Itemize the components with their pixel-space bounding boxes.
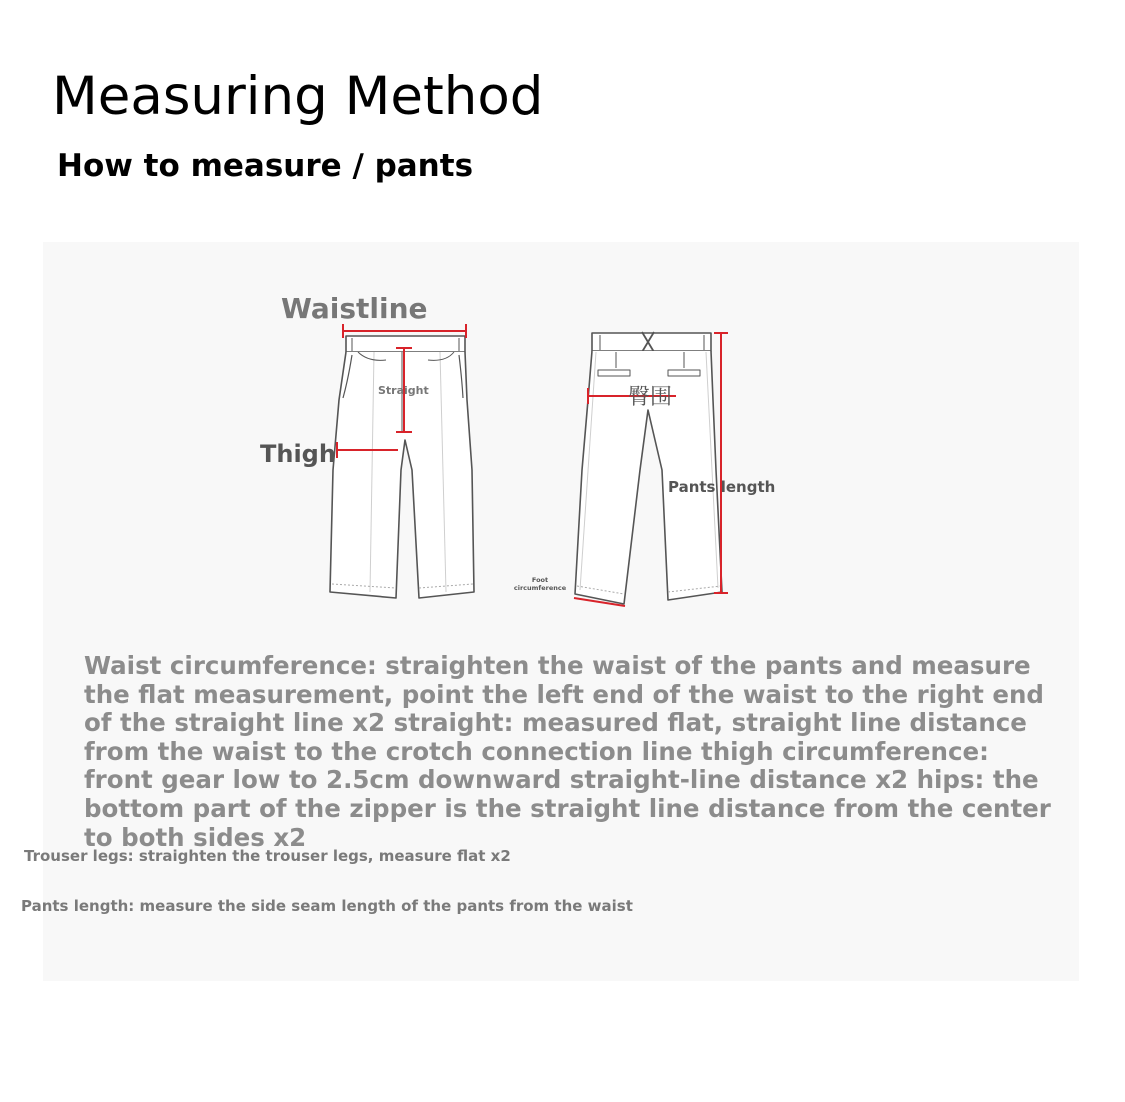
hips-label: 臀围 xyxy=(628,385,673,410)
pants-length-note: Pants length: measure the side seam length of the pants from the waist xyxy=(21,897,633,915)
page-subtitle: How to measure / pants xyxy=(57,148,474,184)
pants-length-label: Pants length xyxy=(668,478,776,496)
thigh-label: Thigh xyxy=(260,440,336,468)
back-pants-drawing xyxy=(575,332,722,604)
foot-circumference-label-line1: Foot xyxy=(531,576,549,584)
waistline-label: Waistline xyxy=(281,292,428,325)
foot-circumference-label-line2: circumference xyxy=(513,584,567,592)
front-pants-drawing xyxy=(330,336,474,598)
page-title: Measuring Method xyxy=(52,66,544,127)
measuring-instructions: Waist circumference: straighten the waist of the pants and measure the flat measurement, point the left end of the waist to the right end of the straight line x2 straight: measured flat, straight line distance from the waist to the crotch connection line thigh circumference: front gear low to 2.5cm downward straight-line distance x2 hips: the bottom part of the zipper is the straight line distance from the center to both sides x2 xyxy=(84,651,1051,852)
straight-label: Straight xyxy=(378,384,429,397)
trouser-legs-note: Trouser legs: straighten the trouser legs, measure flat x2 xyxy=(24,847,511,865)
